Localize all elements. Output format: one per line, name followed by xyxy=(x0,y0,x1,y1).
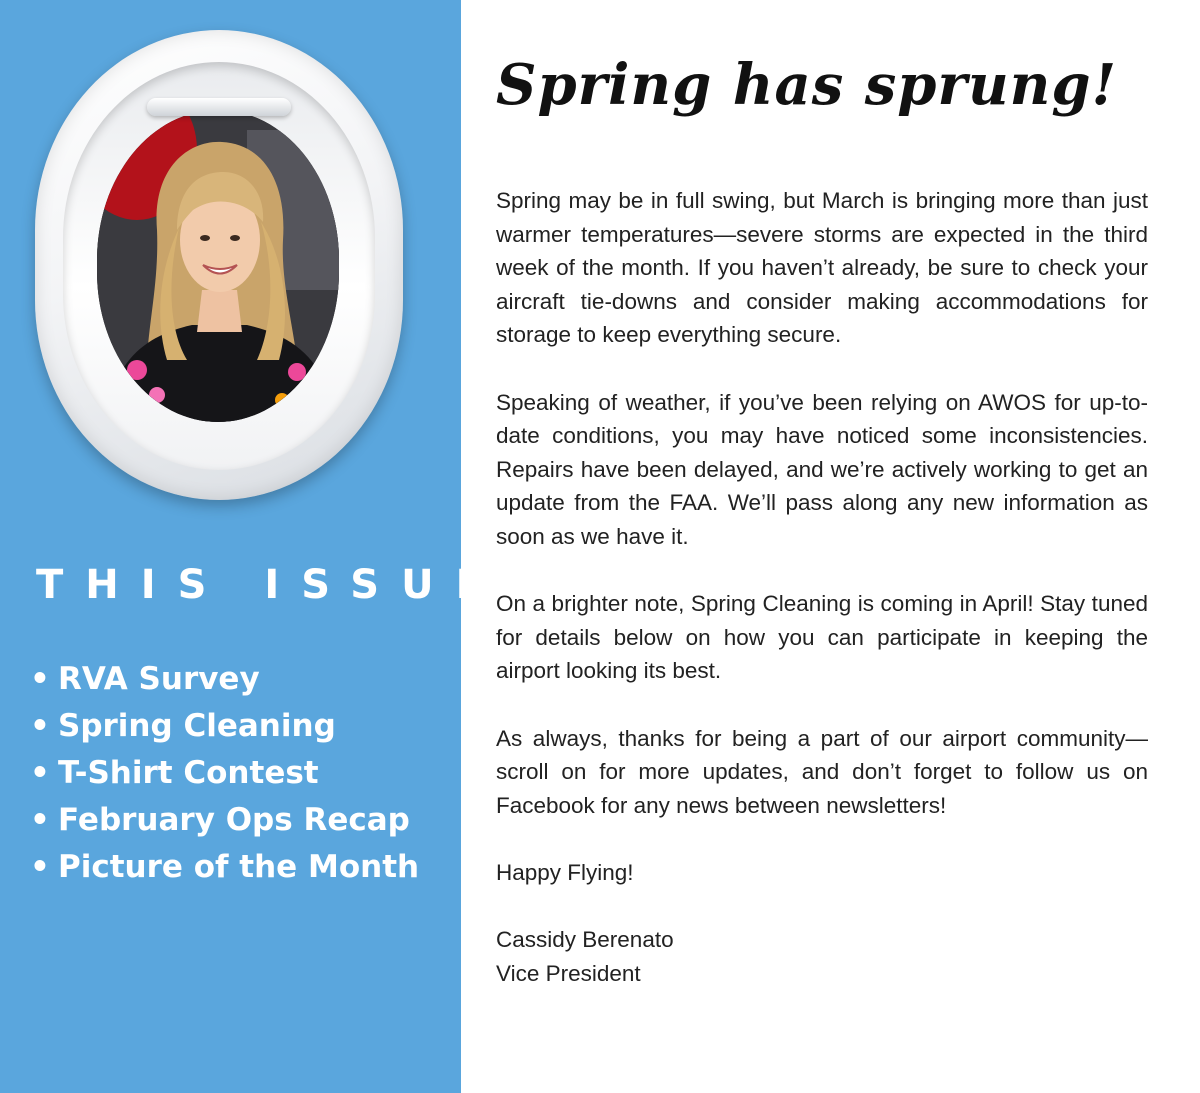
airplane-window-frame xyxy=(35,30,403,500)
body-text xyxy=(496,184,1148,1024)
issue-item-t-shirt-contest: • T-Shirt Contest xyxy=(30,750,419,797)
paragraph-awos: Speaking of weather, if you’ve been relying on AWOS for up-to-date conditions, you may have noticed some inconsistencies. Repairs have been delayed, and we’re actively working to get an update from the FAA. We’ll pass along any new information as soon as we have it. xyxy=(496,389,1148,549)
signature-block xyxy=(496,923,1148,990)
sidebar xyxy=(0,0,543,1093)
window-shade xyxy=(147,98,291,116)
paragraph-spring-cleaning: On a brighter note, Spring Cleaning is coming in April! Stay tuned for details below on how you can participate in keeping the airport looking its best. xyxy=(496,591,1148,684)
issue-item-february-ops-recap: • February Ops Recap xyxy=(30,797,419,844)
headline: Spring has sprung! xyxy=(496,52,1118,118)
signature-title: Vice President xyxy=(496,960,641,986)
issue-list xyxy=(30,656,419,891)
signature-name: Cassidy Berenato xyxy=(496,927,674,953)
this-issue-heading: THIS ISSUE: xyxy=(36,562,543,608)
paragraph-community: As always, thanks for being a part of our airport community—scroll on for more updates, and don’t forget to follow us on Facebook for any news between newsletters! xyxy=(496,725,1148,818)
issue-item-rva-survey: • RVA Survey xyxy=(30,656,419,703)
paragraph-storms: Spring may be in full swing, but March is bringing more than just warmer temperatures—severe storms are expected in the third week of the month. If you haven’t already, be sure to check your aircraft tie-downs and consider making accommodations for storage to keep everything secure. xyxy=(496,188,1148,348)
issue-item-picture-of-the-month: • Picture of the Month xyxy=(30,844,419,891)
issue-item-spring-cleaning: • Spring Cleaning xyxy=(30,703,419,750)
closing-line: Happy Flying! xyxy=(496,859,634,885)
portrait-photo xyxy=(97,110,339,422)
portrait-illustration xyxy=(97,110,339,422)
